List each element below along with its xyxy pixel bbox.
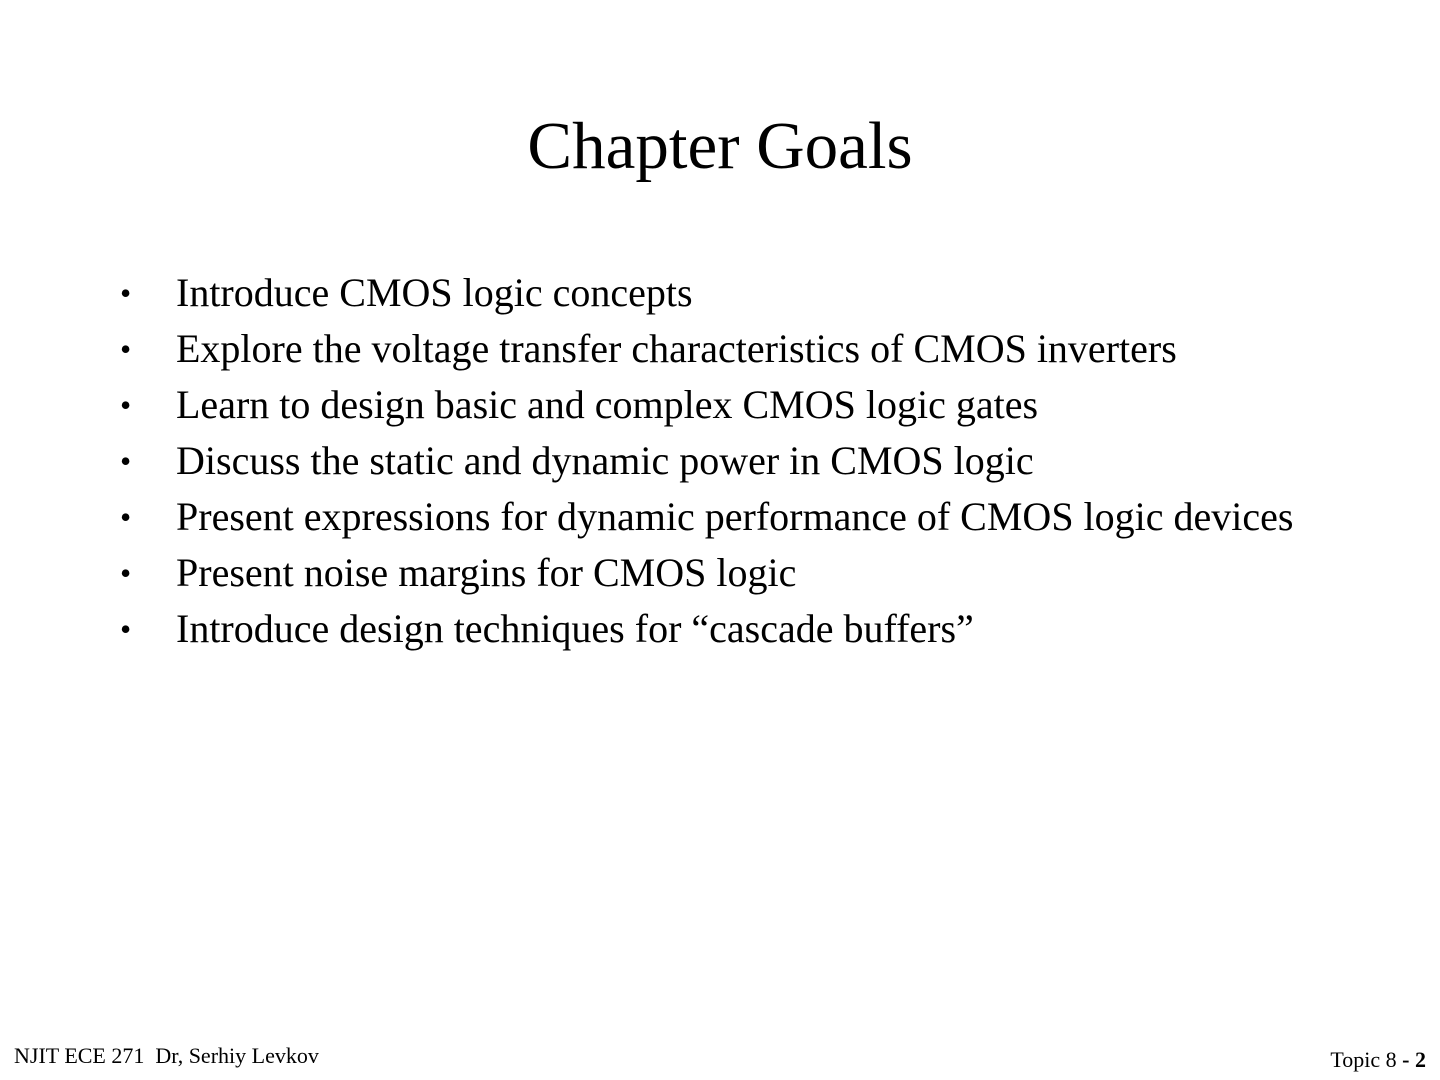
bullet-icon: • <box>120 611 132 647</box>
bullet-item <box>118 382 1348 428</box>
bullet-icon: • <box>120 555 132 591</box>
bullet-text: Learn to design basic and complex CMOS logic gates <box>176 382 1039 427</box>
bullet-text: Present expressions for dynamic performance of CMOS logic devices <box>176 494 1294 539</box>
bullet-item <box>118 550 1348 596</box>
bullet-text: Introduce design techniques for “cascade buffers” <box>176 606 974 651</box>
bullet-text: Introduce CMOS logic concepts <box>176 270 693 315</box>
footer-topic-label: Topic 8 <box>1330 1047 1397 1072</box>
bullet-list <box>118 270 1348 662</box>
bullet-icon: • <box>120 275 132 311</box>
footer-page-number: - 2 <box>1396 1047 1426 1072</box>
bullet-icon: • <box>120 443 132 479</box>
bullet-icon: • <box>120 331 132 367</box>
bullet-text: Explore the voltage transfer characteristics of CMOS inverters <box>176 326 1177 371</box>
slide-title: Chapter Goals <box>527 109 913 183</box>
bullet-item <box>118 270 1348 316</box>
bullet-icon: • <box>120 499 132 535</box>
bullet-text: Present noise margins for CMOS logic <box>176 550 797 595</box>
bullet-item <box>118 494 1348 540</box>
footer-course-info: NJIT ECE 271 Dr, Serhiy Levkov <box>14 1043 319 1068</box>
footer-page-indicator <box>1330 1046 1426 1074</box>
bullet-item <box>118 606 1348 652</box>
bullet-text: Discuss the static and dynamic power in CMOS logic <box>176 438 1034 483</box>
bullet-item <box>118 326 1348 372</box>
bullet-item <box>118 438 1348 484</box>
bullet-icon: • <box>120 387 132 423</box>
